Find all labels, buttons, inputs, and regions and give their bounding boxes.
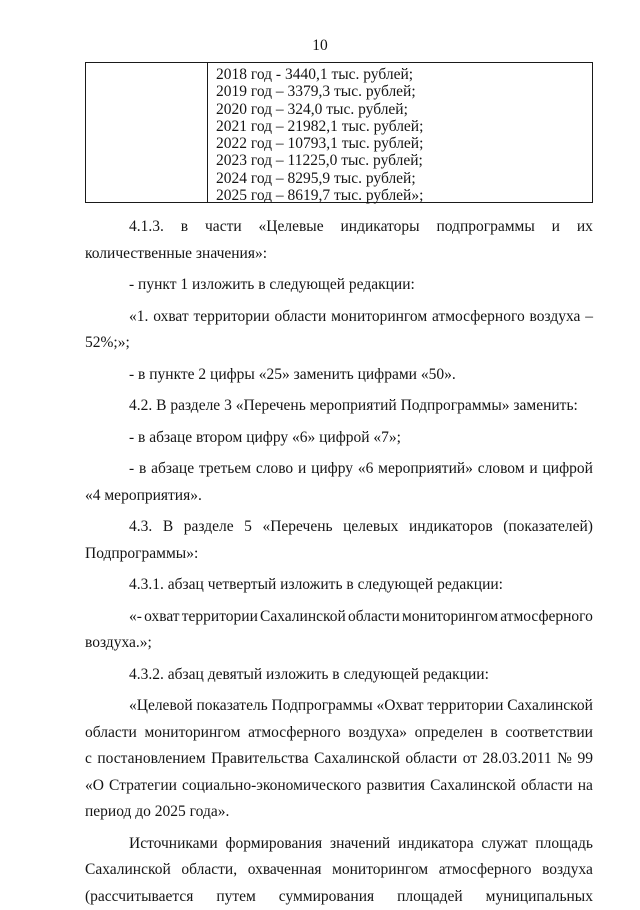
word: «6	[358, 456, 374, 483]
word: 99	[577, 746, 593, 773]
word: индикаторов	[409, 514, 493, 541]
word: атмосферного	[500, 604, 593, 631]
page-number: 10	[0, 37, 640, 55]
word: развития	[366, 773, 425, 800]
word: их	[577, 214, 593, 241]
paragraph-4-2-third-line-1	[85, 456, 593, 483]
word: и	[552, 214, 560, 241]
paragraph-4-3-1-text-line-1	[85, 604, 593, 631]
paragraph-4-3-2-text-line-3	[85, 746, 593, 773]
paragraph-4-1-3-line-1	[85, 214, 593, 241]
funding-table-cell	[216, 66, 586, 204]
word: части	[205, 214, 242, 241]
word: постановлением	[97, 746, 205, 773]
paragraph-item-1-text-line-1	[85, 304, 593, 331]
word: «Перечень	[262, 514, 332, 541]
word: 4.1.3.	[129, 214, 164, 241]
word: №	[557, 746, 572, 773]
funding-row-2022: 2022 год – 10793,1 тыс. рублей;	[216, 135, 586, 152]
funding-row-2021: 2021 год – 21982,1 тыс. рублей;	[216, 118, 586, 135]
word: Сахалинской	[314, 746, 400, 773]
word: территории	[182, 604, 258, 631]
word: охваченная	[248, 857, 322, 884]
document-body	[85, 214, 593, 910]
paragraph-sources-line-3	[85, 884, 593, 910]
paragraph-4-1-3-line-2: количественные значения»:	[85, 241, 593, 268]
word: Источниками	[129, 831, 218, 858]
word: в	[490, 720, 497, 747]
word: воздуха»	[348, 720, 407, 747]
word: мониторингом	[331, 304, 427, 331]
word: охват	[144, 604, 179, 631]
word: мониторингом	[144, 720, 240, 747]
word: Стратегии	[109, 773, 177, 800]
word: цифру	[311, 456, 353, 483]
word: с	[85, 746, 92, 773]
word: Сахалинской	[507, 693, 593, 720]
paragraph-4-3-line-1	[85, 514, 593, 541]
word: -	[129, 456, 134, 483]
word: области	[405, 746, 457, 773]
word: Подпрограммы	[272, 693, 373, 720]
word: Сахалинской	[85, 857, 171, 884]
word: мониторингом	[402, 604, 498, 631]
paragraph-item-2: - в пункте 2 цифры «25» заменить цифрами «50».	[85, 362, 593, 389]
word: разделе	[184, 514, 234, 541]
word: воздуха	[530, 304, 581, 331]
word: в	[181, 214, 188, 241]
word: в	[139, 456, 146, 483]
word: атмосферного	[439, 857, 532, 884]
word: –	[585, 304, 593, 331]
word: на	[578, 773, 593, 800]
word: и	[298, 456, 306, 483]
word: области	[348, 604, 400, 631]
paragraph-4-3-2: 4.3.2. абзац девятый изложить в следующей редакции:	[85, 662, 593, 689]
word: служат	[481, 831, 527, 858]
word: В	[163, 514, 173, 541]
word: мониторингом	[332, 857, 428, 884]
word: 28.03.2011	[483, 746, 552, 773]
paragraph-sources-line-2	[85, 857, 593, 884]
word: Правительства	[211, 746, 309, 773]
word: «-	[129, 604, 142, 631]
word: (рассчитывается	[85, 884, 193, 910]
word: путем	[216, 884, 256, 910]
paragraph-4-3-2-text-line-4	[85, 773, 593, 800]
word: области	[521, 773, 573, 800]
funding-row-2019: 2019 год – 3379,3 тыс. рублей;	[216, 83, 586, 100]
word: индикатора	[398, 831, 474, 858]
word: 5	[244, 514, 252, 541]
funding-table	[85, 62, 593, 203]
word: абзаце	[151, 456, 194, 483]
paragraph-sources-line-1	[85, 831, 593, 858]
word: «Целевой	[129, 693, 193, 720]
word: площадей	[397, 884, 463, 910]
word: территории	[194, 304, 270, 331]
word: слово	[256, 456, 293, 483]
paragraph-4-3-2-text-line-1	[85, 693, 593, 720]
paragraph-4-3-2-text-line-2	[85, 720, 593, 747]
word: словом	[478, 456, 525, 483]
word: Сахалинской	[260, 604, 346, 631]
word: подпрограммы	[436, 214, 534, 241]
funding-row-2023: 2023 год – 11225,0 тыс. рублей;	[216, 152, 586, 169]
paragraph-4-3-2-text-line-5: период до 2025 года».	[85, 799, 593, 826]
paragraph-4-3-line-2: Подпрограммы»:	[85, 541, 593, 568]
word: формирования	[226, 831, 323, 858]
word: территории	[427, 693, 503, 720]
word: и	[529, 456, 537, 483]
word: показатель	[196, 693, 267, 720]
table-column-divider	[207, 63, 208, 202]
word: целевых	[343, 514, 398, 541]
word: воздуха	[542, 857, 593, 884]
word: области	[274, 304, 326, 331]
word: области,	[181, 857, 237, 884]
word: «1.	[129, 304, 148, 331]
word: «Целевые	[259, 214, 324, 241]
word: области	[85, 720, 137, 747]
word: «О	[85, 773, 104, 800]
word: цифрой	[543, 456, 593, 483]
word: соответствии	[505, 720, 593, 747]
word: муниципальных	[486, 884, 593, 910]
paragraph-4-2-second: - в абзаце втором цифру «6» цифрой «7»;	[85, 425, 593, 452]
word: мероприятий»	[378, 456, 473, 483]
word: Сахалинской	[430, 773, 516, 800]
paragraph-4-3-1: 4.3.1. абзац четвертый изложить в следующей редакции:	[85, 572, 593, 599]
word: 4.3.	[129, 514, 152, 541]
word: площадь	[535, 831, 593, 858]
word: атмосферного	[248, 720, 341, 747]
word: (показателей)	[503, 514, 593, 541]
word: третьем	[199, 456, 251, 483]
word: от	[463, 746, 477, 773]
funding-row-2025: 2025 год – 8619,7 тыс. рублей»;	[216, 187, 586, 204]
funding-row-2020: 2020 год – 324,0 тыс. рублей;	[216, 101, 586, 118]
word: атмосферного	[432, 304, 525, 331]
funding-row-2018: 2018 год - 3440,1 тыс. рублей;	[216, 66, 586, 83]
word: «Охват	[376, 693, 423, 720]
paragraph-4-2: 4.2. В разделе 3 «Перечень мероприятий Подпрограммы» заменить:	[85, 393, 593, 420]
word: социально-экономического	[182, 773, 361, 800]
funding-row-2024: 2024 год – 8295,9 тыс. рублей;	[216, 170, 586, 187]
paragraph-item-1-intro: - пункт 1 изложить в следующей редакции:	[85, 272, 593, 299]
word: индикаторы	[341, 214, 420, 241]
paragraph-4-2-third-line-2: «4 мероприятия».	[85, 483, 593, 510]
word: определен	[415, 720, 483, 747]
word: значений	[330, 831, 390, 858]
paragraph-4-3-1-text-line-2: воздуха.»;	[85, 630, 593, 657]
word: охват	[153, 304, 188, 331]
word: суммирования	[279, 884, 374, 910]
paragraph-item-1-text-line-2: 52%;»;	[85, 330, 593, 357]
